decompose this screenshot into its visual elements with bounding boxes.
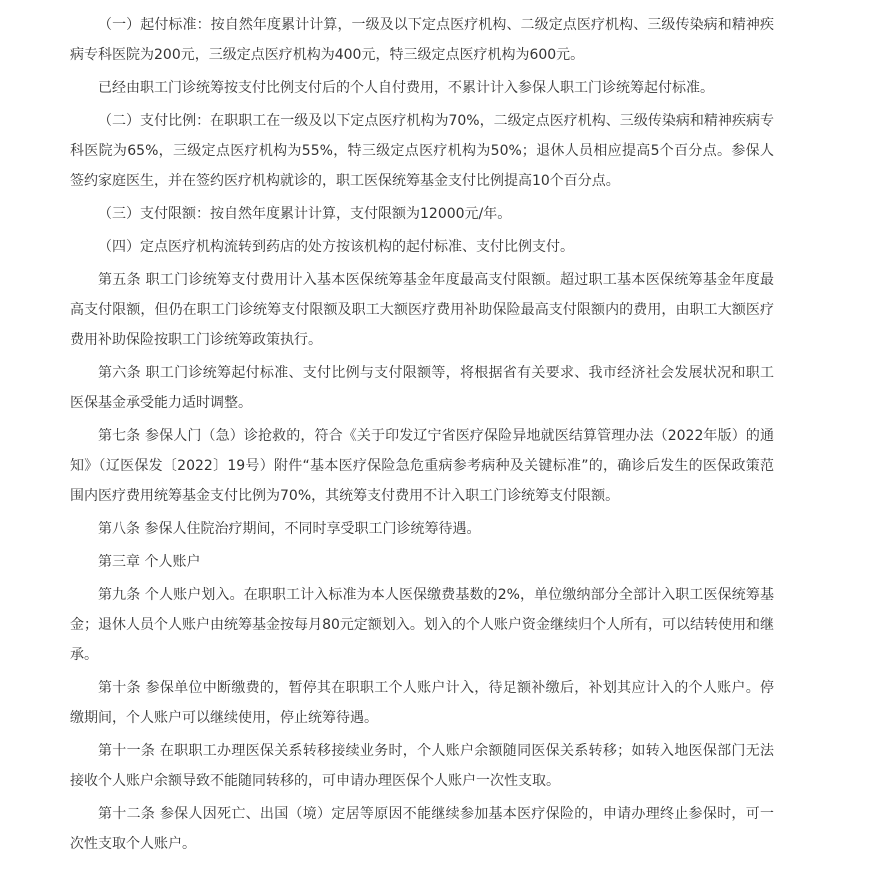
paragraph: 第七条 参保人门（急）诊抢救的，符合《关于印发辽宁省医疗保险异地就医结算管理办法（2022年版）的通知》（辽医保发〔2022〕19号）附件“基本医疗保险急危重病参考病种及关键标准”的，确诊后发生的医保政策范围内医疗费用统筹基金支付比例为70%，其统筹支付费用不计入职工门诊统筹支付限额。 xyxy=(70,428,774,504)
paragraph: 第十条 参保单位中断缴费的，暂停其在职职工个人账户计入，待足额补缴后，补划其应计入的个人账户。停缴期间，个人账户可以继续使用，停止统筹待遇。 xyxy=(70,680,774,726)
paragraph: （一）起付标准：按自然年度累计计算，一级及以下定点医疗机构、二级定点医疗机构、三级传染病和精神疾病专科医院为200元，三级定点医疗机构为400元，特三级定点医疗机构为600元。 xyxy=(70,17,774,63)
paragraph: 第六条 职工门诊统筹起付标准、支付比例与支付限额等，将根据省有关要求、我市经济社会发展状况和职工医保基金承受能力适时调整。 xyxy=(70,365,774,411)
paragraph: （三）支付限额：按自然年度累计计算，支付限额为12000元/年。 xyxy=(98,206,512,222)
paragraph: 第十一条 在职职工办理医保关系转移接续业务时，个人账户余额随同医保关系转移；如转入地医保部门无法接收个人账户余额导致不能随同转移的，可申请办理医保个人账户一次性支取。 xyxy=(70,743,774,789)
paragraph: 第五条 职工门诊统筹支付费用计入基本医保统筹基金年度最高支付限额。超过职工基本医保统筹基金年度最高支付限额，但仍在职工门诊统筹支付限额及职工大额医疗费用补助保险最高支付限额内的费用，由职工大额医疗费用补助保险按职工门诊统筹政策执行。 xyxy=(70,272,774,348)
paragraph: 已经由职工门诊统筹按支付比例支付后的个人自付费用，不累计计入参保人职工门诊统筹起付标准。 xyxy=(98,80,714,96)
paragraph: （四）定点医疗机构流转到药店的处方按该机构的起付标准、支付比例支付。 xyxy=(98,239,574,255)
paragraph: （二）支付比例：在职职工在一级及以下定点医疗机构为70%，二级定点医疗机构、三级传染病和精神疾病专科医院为65%，三级定点医疗机构为55%，特三级定点医疗机构为50%；退休人员相应提高5个百分点。参保人签约家庭医生，并在签约医疗机构就诊的，职工医保统筹基金支付比例提高10个百分点。 xyxy=(70,113,774,189)
paragraph: 第八条 参保人住院治疗期间，不同时享受职工门诊统筹待遇。 xyxy=(98,521,481,537)
paragraph: 第十二条 参保人因死亡、出国（境）定居等原因不能继续参加基本医疗保险的，申请办理终止参保时，可一次性支取个人账户。 xyxy=(70,806,774,852)
chapter-heading: 第三章 个人账户 xyxy=(98,554,201,570)
paragraph: 第九条 个人账户划入。在职职工计入标准为本人医保缴费基数的2%，单位缴纳部分全部计入职工医保统筹基金；退休人员个人账户由统筹基金按每月80元定额划入。划入的个人账户资金继续归个人所有，可以结转使用和继承。 xyxy=(70,587,774,663)
